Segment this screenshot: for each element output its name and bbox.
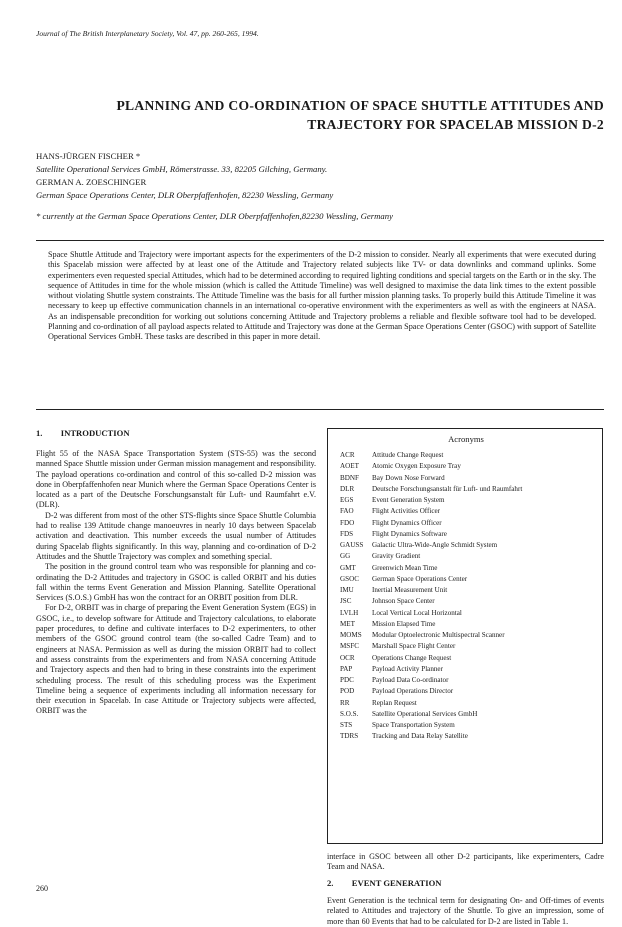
acronym-definition: Satellite Operational Services GmbH [372,709,478,718]
acronym-row [340,585,600,596]
acronym-abbreviation: MET [340,619,355,628]
acronym-row [340,484,600,495]
acronym-abbreviation: MSFC [340,642,359,651]
acronym-row [340,720,600,731]
section-1-heading [36,428,130,438]
acronyms-box [327,428,603,844]
acronym-definition: Tracking and Data Relay Satellite [372,732,468,741]
acronym-definition: Space Transportation System [372,721,455,729]
author-1-name: HANS-JÜRGEN FISCHER * [36,151,141,161]
acronym-abbreviation: FDS [340,529,354,538]
acronym-abbreviation: DLR [340,484,355,493]
acronym-definition: Galactic Ultra-Wide-Angle Schmidt System [372,541,498,549]
acronym-abbreviation: PAP [340,664,353,673]
intro-paragraph-3: The position in the ground control team who was responsible for planning and co-ordinating the D-2 Attitudes and trajectory in GSOC is called ORBIT and his duties fall within the terms Event Generation and Mission Planning. Satellite Operational Services (S.O.S.) GmbH has won the contract for an ORBIT position from DLR. [36,562,316,603]
acronym-definition: Event Generation System [372,496,445,504]
paper-title-line-1: PLANNING AND CO-ORDINATION OF SPACE SHUTTLE ATTITUDES AND [116,98,604,113]
acronym-definition: Attitude Change Request [372,451,444,459]
abstract-top-rule [36,240,604,241]
acronym-row [340,506,600,517]
acronym-row [340,619,600,630]
right-paragraph-1: interface in GSOC between all other D-2 participants, like experimenters, Cadre Team and NASA. [327,852,604,872]
acronym-abbreviation: FDO [340,518,355,527]
section-1-title: INTRODUCTION [60,428,130,438]
intro-paragraph-4: For D-2, ORBIT was in charge of preparing the Event Generation System (EGS) in GSOC, i.e., to develop software for Attitude and Trajectory calculations, to elaborate paper procedures, to define and cultivate interfaces to D-2 experimenters, to other members of the GSOC ground control team (the so-called Cadre Team) and to engineers at NASA. Permission as well as during the mission ORBIT had to collect and assess constraints from the experimenters and from NASA concerning Attitude and Trajectory aspects and then had to bring in these constraints into the experiment scheduling process. The result of this scheduling process was the Experiment Timeline being a sequence of experiments including all information necessary for their execution in Spacelab. In case Attitude or Trajectory subjects were affected, ORBIT was the [36,603,316,716]
author-2-name: GERMAN A. ZOESCHINGER [36,177,147,187]
acronym-abbreviation: ACR [340,451,355,459]
acronym-abbreviation: GSOC [340,574,359,583]
acronym-abbreviation: IMU [340,586,354,594]
intro-paragraph-2: D-2 was different from most of the other STS-flights since Space Shuttle Columbia had to realise 139 Attitude change manoeuvres in nearly 10 days between Spacelab activation and deactivation. This number exceeds the usual number of Attitudes during Spacelab flights significantly. In this way, planning and co-ordination of D-2 Attitudes and the Shuttle Trajectory was complex and something special. [36,510,316,561]
right-column-continuation [327,852,604,873]
acronym-row [340,450,600,461]
acronym-abbreviation: GMT [340,563,356,572]
page-number: 260 [36,884,48,893]
acronym-abbreviation: S.O.S. [340,709,359,718]
acronym-definition: Inertial Measurement Unit [372,586,448,594]
left-column [36,449,316,717]
acronym-row [340,473,600,484]
section-2-heading [327,878,441,888]
author-1-affiliation: Satellite Operational Services GmbH, Römerstrasse. 33, 82205 Gilching, Germany. [36,164,328,174]
acronym-row [340,698,600,709]
event-generation-text [327,896,604,927]
acronym-definition: Bay Down Nose Forward [372,473,445,482]
acronym-row [340,608,600,619]
acronym-row [340,641,600,652]
acronym-row [340,551,600,562]
acronym-abbreviation: JSC [340,597,352,606]
section-1-number: 1. [36,428,43,438]
acronym-row [340,529,600,540]
acronym-row [340,540,600,551]
acronym-abbreviation: AOET [340,462,359,471]
abstract-bottom-rule [36,409,604,410]
acronym-row [340,653,600,664]
abstract-text: Space Shuttle Attitude and Trajectory were important aspects for the experimenters of the D-2 mission to consider. Nearly all experiments that were executed during this Spacelab mission were affected by at least one of the Attitude and Trajectory related subjects like TV- or data downlinks and command uplinks. Some experimenters even requested special Attitudes, which had to be determined according to required lighting conditions and special targets on the Earth or in the sky. The sequence of Attitudes in time for the whole mission (which is called the Attitude Timeline) was well designed to maximise the data link times to the extent possible without violating Shuttle system constraints. The Attitude Timeline was the basis for all further mission planning tasks. To properly build this Attitude Timeline it was necessary to keep up effective communication channels in an international co-operative environment with the experimenters as well as with the engineers at NASA. As an indispensable precondition for working out solutions concerning Attitude and Trajectory problems a reliable and flexible software tool had to be developed. Planning and co-ordination of all payload aspects related to Attitude and Trajectory was done at the German Space Operations Center (GSOC) with support of Satellite Operational Services GmbH. These tasks are described in this paper in more detail. [48,250,596,342]
acronym-definition: Deutsche Forschungsanstalt für Luft- und Raumfahrt [372,484,523,493]
acronym-abbreviation: LVLH [340,608,359,617]
acronym-abbreviation: OCR [340,653,355,662]
acronym-definition: Replan Request [372,698,417,707]
acronym-abbreviation: RR [340,698,350,707]
acronym-abbreviation: PDC [340,676,354,684]
acronym-definition: Local Vertical Local Horizontal [372,608,462,617]
author-block [36,150,596,202]
acronym-row [340,630,600,641]
acronym-definition: Payload Data Co-ordinator [372,676,449,684]
acronyms-list [340,450,600,743]
author-2-affiliation: German Space Operations Center, DLR Oberpfaffenhofen, 82230 Wessling, Germany [36,190,334,200]
acronym-abbreviation: TDRS [340,732,359,741]
acronym-abbreviation: GAUSS [340,541,364,549]
acronym-row [340,563,600,574]
acronym-definition: Operations Change Request [372,653,452,662]
acronym-definition: Greenwich Mean Time [372,563,438,572]
acronym-definition: Gravity Gradient [372,552,421,561]
acronym-definition: Payload Activity Planner [372,664,443,673]
acronym-definition: Modular Optoelectronic Multispectral Scanner [372,631,505,639]
section-2-title: EVENT GENERATION [351,878,442,888]
acronym-abbreviation: BDNF [340,473,359,482]
acronym-row [340,596,600,607]
acronym-definition: Atomic Oxygen Exposure Tray [372,462,461,471]
acronym-row [340,461,600,472]
acronym-definition: Payload Operations Director [372,687,454,696]
acronym-abbreviation: POD [340,687,355,696]
acronym-abbreviation: STS [340,721,353,729]
acronyms-title: Acronyms [448,434,484,444]
intro-paragraph-1: Flight 55 of the NASA Space Transportation System (STS-55) was the second manned Space Shuttle mission under German mission management and responsibility. The payload operations co-ordination and control of this so-called D-2 mission was done in Oberpfaffenhofen near Munich where the German Space Operations Center is located as a part of the Deutsche Forschungsanstalt für Luft- und Raumfahrt e.V. (DLR). [36,449,316,510]
acronym-row [340,709,600,720]
acronym-definition: Marshall Space Flight Center [372,642,456,651]
acronym-row [340,574,600,585]
acronym-definition: Flight Dynamics Officer [372,518,442,527]
acronym-row [340,664,600,675]
event-generation-paragraph-1: Event Generation is the technical term for designating On- and Off-times of events related to Attitudes and trajectory of the Shuttle. To give an impression, some of more than 60 Events that had to be calculated for D-2 are listed in Table 1. [327,896,604,926]
journal-reference: Journal of The British Interplanetary Society, Vol. 47, pp. 260-265, 1994. [36,29,259,38]
acronym-row [340,731,600,742]
acronym-definition: Flight Dynamics Software [372,529,447,538]
section-2-number: 2. [327,878,334,888]
acronym-row [340,518,600,529]
abstract [48,250,596,343]
acronym-definition: Mission Elapsed Time [372,619,436,628]
acronym-row [340,675,600,686]
acronym-row [340,686,600,697]
acronym-abbreviation: MOMS [340,631,362,639]
acronym-abbreviation: GG [340,552,351,561]
acronym-abbreviation: EGS [340,496,354,504]
acronym-definition: Flight Activities Officer [372,507,441,516]
acronym-definition: Johnson Space Center [372,597,435,606]
footnote-affiliation: * currently at the German Space Operations Center, DLR Oberpfaffenhofen,82230 Wessling, Germany [36,211,393,221]
paper-title-line-2: TRAJECTORY FOR SPACELAB MISSION D-2 [307,117,604,132]
acronym-row [340,495,600,506]
acronym-definition: German Space Operations Center [372,574,468,583]
acronym-abbreviation: FAO [340,507,354,516]
